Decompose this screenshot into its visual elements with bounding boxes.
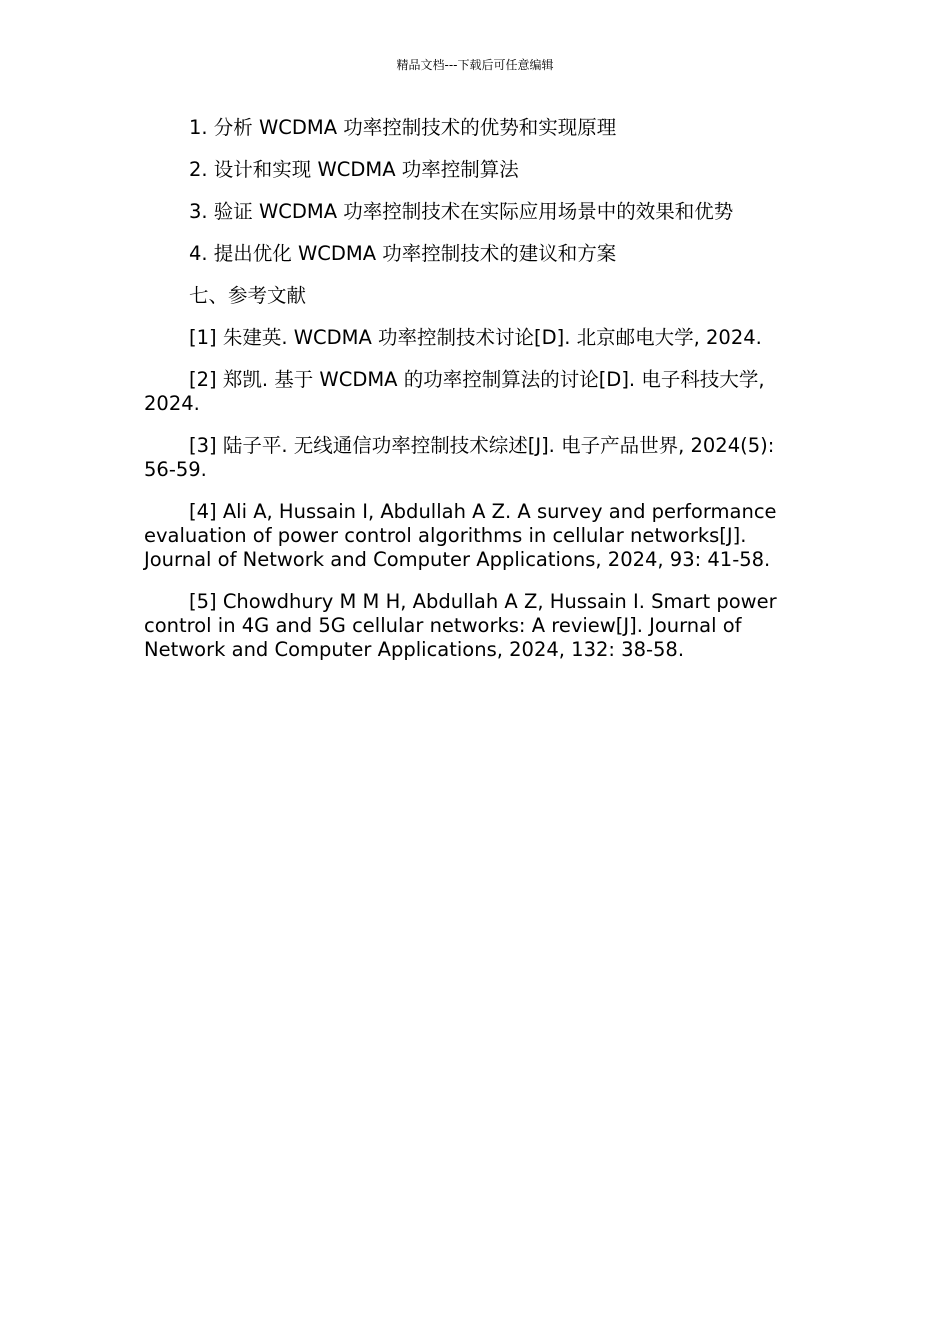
document-body (144, 116, 798, 680)
objective-item-2: 2. 设计和实现 WCDMA 功率控制算法 (189, 158, 519, 181)
references-heading: 七、参考文献 (189, 284, 307, 307)
reference-item-1: [1] 朱建英. WCDMA 功率控制技术讨论[D]. 北京邮电大学, 2024. (189, 326, 762, 349)
objective-item-1: 1. 分析 WCDMA 功率控制技术的优势和实现原理 (189, 116, 617, 139)
reference-item-4: [4] Ali A, Hussain I, Abdullah A Z. A survey and performance evaluation of power control algorithms in cellular networks[J]. Journal of Network and Computer Applications, 2024, 93: 41-58. (144, 500, 777, 571)
objective-item-3: 3. 验证 WCDMA 功率控制技术在实际应用场景中的效果和优势 (189, 200, 734, 223)
reference-item-5: [5] Chowdhury M M H, Abdullah A Z, Hussain I. Smart power control in 4G and 5G cellular networks: A review[J]. Journal of Network and Computer Applications, 2024, 132: 38-58. (144, 590, 777, 661)
objective-item-4: 4. 提出优化 WCDMA 功率控制技术的建议和方案 (189, 242, 617, 265)
page-header: 精品文档---下载后可任意编辑 (396, 58, 554, 72)
reference-item-3: [3] 陆子平. 无线通信功率控制技术综述[J]. 电子产品世界, 2024(5): 56-59. (144, 434, 775, 481)
reference-item-2: [2] 郑凯. 基于 WCDMA 的功率控制算法的讨论[D]. 电子科技大学, 2024. (144, 368, 765, 415)
